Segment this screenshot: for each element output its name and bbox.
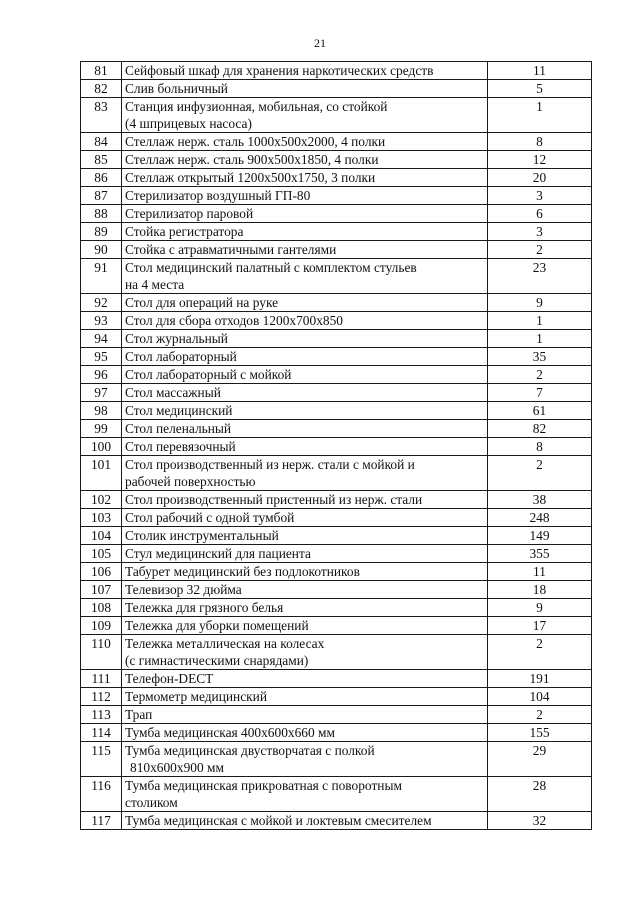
quantity-cell: 28	[488, 777, 592, 812]
table-row	[81, 563, 592, 581]
item-name-line: Стойка регистратора	[125, 224, 244, 239]
row-number-cell: 101	[81, 456, 122, 491]
item-name-cell	[122, 491, 488, 509]
item-name-line: (4 шприцевых насоса)	[125, 116, 252, 131]
table-row	[81, 456, 592, 491]
item-name-cell	[122, 509, 488, 527]
table-row	[81, 98, 592, 133]
item-name-cell	[122, 241, 488, 259]
table-row	[81, 742, 592, 777]
table-row	[81, 223, 592, 241]
row-number-cell: 111	[81, 670, 122, 688]
item-name-line: Трап	[125, 707, 153, 722]
item-name-line: Стол лабораторный	[125, 349, 237, 364]
quantity-cell: 155	[488, 724, 592, 742]
item-name-line: рабочей поверхностью	[125, 474, 256, 489]
table-row	[81, 617, 592, 635]
table-row	[81, 635, 592, 670]
row-number-cell: 99	[81, 420, 122, 438]
row-number-cell: 105	[81, 545, 122, 563]
item-name-line: Стерилизатор паровой	[125, 206, 254, 221]
row-number-cell: 86	[81, 169, 122, 187]
item-name-line: Стол рабочий с одной тумбой	[125, 510, 295, 525]
item-name-line: Телефон-DECT	[125, 671, 214, 686]
item-name-cell	[122, 98, 488, 133]
item-name-line: Табурет медицинский без подлокотников	[125, 564, 360, 579]
item-name-cell	[122, 724, 488, 742]
equipment-table-body	[81, 62, 592, 830]
table-row	[81, 581, 592, 599]
item-name-cell	[122, 348, 488, 366]
quantity-cell: 18	[488, 581, 592, 599]
equipment-table	[80, 61, 592, 830]
quantity-cell: 11	[488, 62, 592, 80]
row-number-cell: 85	[81, 151, 122, 169]
row-number-cell: 98	[81, 402, 122, 420]
table-row	[81, 670, 592, 688]
item-name-line: Стол пеленальный	[125, 421, 232, 436]
row-number-cell: 94	[81, 330, 122, 348]
quantity-cell: 1	[488, 98, 592, 133]
item-name-line: Стеллаж нерж. сталь 1000х500х2000, 4 полки	[125, 134, 386, 149]
item-name-cell	[122, 223, 488, 241]
item-name-line: Столик инструментальный	[125, 528, 279, 543]
quantity-cell: 9	[488, 599, 592, 617]
quantity-cell: 5	[488, 80, 592, 98]
table-row	[81, 438, 592, 456]
item-name-line: Термометр медицинский	[125, 689, 267, 704]
item-name-line: на 4 места	[125, 277, 185, 292]
row-number-cell: 108	[81, 599, 122, 617]
quantity-cell: 1	[488, 330, 592, 348]
quantity-cell: 23	[488, 259, 592, 294]
table-row	[81, 62, 592, 80]
table-row	[81, 688, 592, 706]
table-row	[81, 509, 592, 527]
item-name-cell	[122, 402, 488, 420]
item-name-line: Слив больничный	[125, 81, 228, 96]
item-name-line: Стол для операций на руке	[125, 295, 279, 310]
item-name-cell	[122, 384, 488, 402]
row-number-cell: 89	[81, 223, 122, 241]
quantity-cell: 248	[488, 509, 592, 527]
item-name-cell	[122, 581, 488, 599]
table-row	[81, 384, 592, 402]
row-number-cell: 81	[81, 62, 122, 80]
row-number-cell: 102	[81, 491, 122, 509]
quantity-cell: 3	[488, 223, 592, 241]
item-name-line: Тележка для грязного белья	[125, 600, 284, 615]
item-name-cell	[122, 563, 488, 581]
table-row	[81, 366, 592, 384]
item-name-line: столиком	[125, 795, 178, 810]
table-row	[81, 724, 592, 742]
item-name-cell	[122, 635, 488, 670]
item-name-line: Стол лабораторный с мойкой	[125, 367, 292, 382]
item-name-cell	[122, 420, 488, 438]
table-row	[81, 599, 592, 617]
item-name-cell	[122, 777, 488, 812]
item-name-line: Телевизор 32 дюйма	[125, 582, 242, 597]
item-name-line: Стеллаж открытый 1200х500х1750, 3 полки	[125, 170, 376, 185]
quantity-cell: 38	[488, 491, 592, 509]
quantity-cell: 32	[488, 812, 592, 830]
quantity-cell: 82	[488, 420, 592, 438]
row-number-cell: 106	[81, 563, 122, 581]
item-name-line: Сейфовый шкаф для хранения наркотических средств	[125, 63, 434, 78]
table-row	[81, 706, 592, 724]
row-number-cell: 114	[81, 724, 122, 742]
row-number-cell: 92	[81, 294, 122, 312]
item-name-line: Стол производственный пристенный из нерж. стали	[125, 492, 423, 507]
row-number-cell: 100	[81, 438, 122, 456]
item-name-line: (с гимнастическими снарядами)	[125, 653, 309, 668]
item-name-line: Тележка металлическая на колесах	[125, 636, 325, 651]
table-row	[81, 420, 592, 438]
item-name-line: 810х600х900 мм	[130, 760, 224, 775]
quantity-cell: 8	[488, 438, 592, 456]
item-name-cell	[122, 545, 488, 563]
quantity-cell: 3	[488, 187, 592, 205]
item-name-line: Стойка с атравматичными гантелями	[125, 242, 337, 257]
quantity-cell: 2	[488, 706, 592, 724]
quantity-cell: 6	[488, 205, 592, 223]
row-number-cell: 84	[81, 133, 122, 151]
row-number-cell: 112	[81, 688, 122, 706]
quantity-cell: 2	[488, 241, 592, 259]
item-name-line: Тумба медицинская с мойкой и локтевым смесителем	[125, 813, 432, 828]
item-name-cell	[122, 205, 488, 223]
item-name-cell	[122, 670, 488, 688]
row-number-cell: 116	[81, 777, 122, 812]
quantity-cell: 191	[488, 670, 592, 688]
quantity-cell: 61	[488, 402, 592, 420]
row-number-cell: 104	[81, 527, 122, 545]
item-name-cell	[122, 187, 488, 205]
row-number-cell: 90	[81, 241, 122, 259]
item-name-line: Тумба медицинская двустворчатая с полкой	[125, 743, 375, 758]
table-row	[81, 80, 592, 98]
quantity-cell: 12	[488, 151, 592, 169]
item-name-cell	[122, 438, 488, 456]
table-row	[81, 348, 592, 366]
item-name-line: Станция инфузионная, мобильная, со стойкой	[125, 99, 388, 114]
quantity-cell: 1	[488, 312, 592, 330]
table-row	[81, 545, 592, 563]
quantity-cell: 2	[488, 366, 592, 384]
table-row	[81, 241, 592, 259]
item-name-cell	[122, 599, 488, 617]
quantity-cell: 35	[488, 348, 592, 366]
table-row	[81, 294, 592, 312]
item-name-line: Стол медицинский	[125, 403, 233, 418]
table-row	[81, 151, 592, 169]
item-name-cell	[122, 259, 488, 294]
item-name-line: Тумба медицинская 400х600х660 мм	[125, 725, 335, 740]
item-name-cell	[122, 62, 488, 80]
item-name-cell	[122, 617, 488, 635]
item-name-cell	[122, 169, 488, 187]
table-row	[81, 527, 592, 545]
row-number-cell: 87	[81, 187, 122, 205]
item-name-line: Стол медицинский палатный с комплектом стульев	[125, 260, 417, 275]
row-number-cell: 115	[81, 742, 122, 777]
table-row	[81, 491, 592, 509]
item-name-line: Стол массажный	[125, 385, 221, 400]
item-name-cell	[122, 330, 488, 348]
row-number-cell: 109	[81, 617, 122, 635]
item-name-line: Тумба медицинская прикроватная с поворотным	[125, 778, 402, 793]
row-number-cell: 113	[81, 706, 122, 724]
row-number-cell: 96	[81, 366, 122, 384]
page-number: 21	[314, 36, 326, 50]
table-row	[81, 187, 592, 205]
item-name-line: Стол перевязочный	[125, 439, 236, 454]
item-name-cell	[122, 527, 488, 545]
quantity-cell: 2	[488, 456, 592, 491]
quantity-cell: 29	[488, 742, 592, 777]
quantity-cell: 17	[488, 617, 592, 635]
row-number-cell: 117	[81, 812, 122, 830]
row-number-cell: 110	[81, 635, 122, 670]
item-name-cell	[122, 312, 488, 330]
table-row	[81, 312, 592, 330]
item-name-line: Тележка для уборки помещений	[125, 618, 309, 633]
item-name-cell	[122, 133, 488, 151]
table-row	[81, 330, 592, 348]
quantity-cell: 20	[488, 169, 592, 187]
quantity-cell: 2	[488, 635, 592, 670]
row-number-cell: 88	[81, 205, 122, 223]
item-name-cell	[122, 366, 488, 384]
quantity-cell: 9	[488, 294, 592, 312]
item-name-line: Стеллаж нерж. сталь 900х500х1850, 4 полки	[125, 152, 379, 167]
item-name-line: Стол производственный из нерж. стали с мойкой и	[125, 457, 415, 472]
table-row	[81, 777, 592, 812]
quantity-cell: 11	[488, 563, 592, 581]
table-row	[81, 205, 592, 223]
item-name-cell	[122, 294, 488, 312]
row-number-cell: 107	[81, 581, 122, 599]
table-row	[81, 169, 592, 187]
item-name-cell	[122, 456, 488, 491]
item-name-cell	[122, 151, 488, 169]
row-number-cell: 83	[81, 98, 122, 133]
quantity-cell: 8	[488, 133, 592, 151]
table-row	[81, 133, 592, 151]
item-name-cell	[122, 706, 488, 724]
item-name-line: Стол журнальный	[125, 331, 228, 346]
table-row	[81, 402, 592, 420]
row-number-cell: 93	[81, 312, 122, 330]
item-name-cell	[122, 688, 488, 706]
quantity-cell: 149	[488, 527, 592, 545]
quantity-cell: 355	[488, 545, 592, 563]
row-number-cell: 82	[81, 80, 122, 98]
table-row	[81, 812, 592, 830]
item-name-line: Стерилизатор воздушный ГП-80	[125, 188, 311, 203]
quantity-cell: 7	[488, 384, 592, 402]
item-name-line: Стул медицинский для пациента	[125, 546, 311, 561]
item-name-cell	[122, 80, 488, 98]
row-number-cell: 95	[81, 348, 122, 366]
row-number-cell: 91	[81, 259, 122, 294]
table-row	[81, 259, 592, 294]
row-number-cell: 103	[81, 509, 122, 527]
row-number-cell: 97	[81, 384, 122, 402]
item-name-line: Стол для сбора отходов 1200х700х850	[125, 313, 343, 328]
item-name-cell	[122, 812, 488, 830]
item-name-cell	[122, 742, 488, 777]
quantity-cell: 104	[488, 688, 592, 706]
